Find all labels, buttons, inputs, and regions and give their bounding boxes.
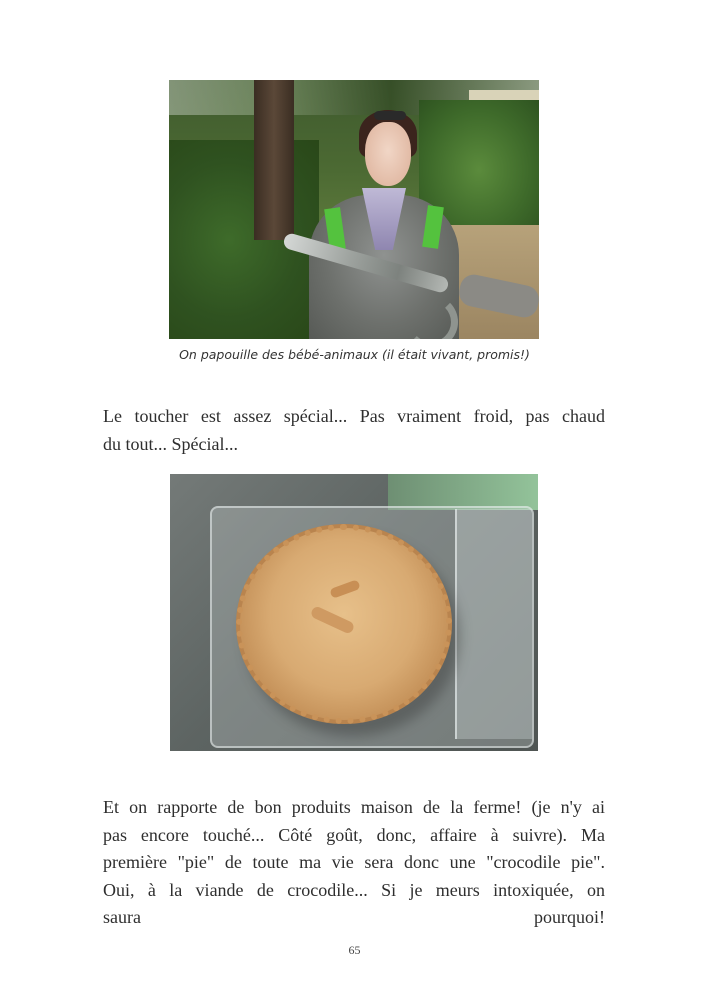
photo-plastic-tray-side <box>455 509 532 739</box>
paragraph-line: Et on rapporte de bon produits maison de la ferme! (je n'y ai <box>103 797 605 817</box>
paragraph-line: première "pie" de toute ma vie sera donc une "crocodile pie". <box>103 852 605 872</box>
paragraph-line: Oui, à la viande de crocodile... Si je meurs intoxiquée, on <box>103 879 605 900</box>
photo-woman-with-baby-crocodile <box>169 80 539 339</box>
page-number: 65 <box>348 943 361 957</box>
paragraph-line: pas encore touché... Côté goût, donc, affaire à suivre). Ma <box>103 824 605 845</box>
photo-crocodile-pie <box>170 474 538 751</box>
photo-caption: On papouille des bébé-animaux (il était vivant, promis!) <box>179 347 530 362</box>
photo-tree-trunk <box>254 80 294 240</box>
paragraph-line: Le toucher est assez spécial... Pas vraiment froid, pas chaud <box>103 406 605 426</box>
photo-sunglasses <box>374 111 406 120</box>
paragraph-line: du tout... Spécial... <box>103 433 238 454</box>
photo-face <box>365 122 411 186</box>
paragraph-2 <box>103 794 605 932</box>
paragraph-1 <box>103 403 605 458</box>
paragraph-line: saura pourquoi! <box>103 907 605 927</box>
photo-green-bag <box>388 474 538 510</box>
